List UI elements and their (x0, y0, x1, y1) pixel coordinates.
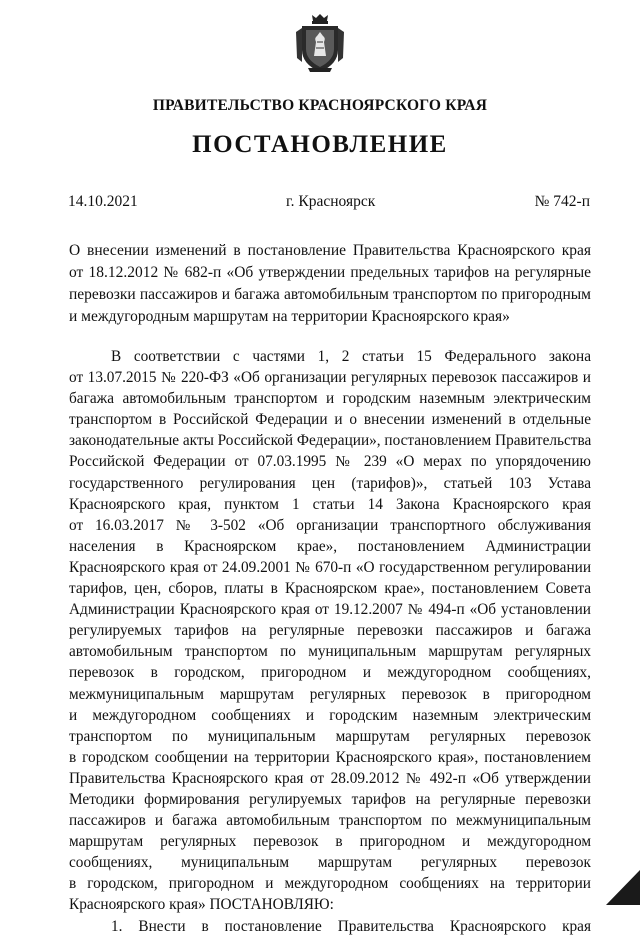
body-line: пассажиров и багажа автомобильным транспортом по межмуниципальным (69, 812, 591, 830)
body-line: в городском сообщении на территории Красноярского края», постановлением (69, 748, 591, 766)
subject-line: от 18.12.2012 № 682-п «Об утверждении предельных тарифов на регулярные (69, 264, 591, 281)
document-date: 14.10.2021 (68, 193, 138, 210)
document-type: ПОСТАНОВЛЕНИЕ (192, 131, 448, 158)
document-body (69, 346, 591, 937)
body-line: от 16.03.2017 № 3-502 «Об организации транспортного обслуживания (69, 516, 591, 534)
body-line: регулируемых тарифов на регулярные перевозки пассажиров и багажа (69, 622, 591, 640)
body-line: межмуниципальным маршрутам регулярных перевозок в пригородном (69, 685, 591, 703)
body-line: транспортом в Российской Федерации и о внесении изменений в отдельные (69, 411, 591, 429)
body-line: Красноярского края, пунктом 1 статьи 14 Закона Красноярского края (69, 495, 591, 513)
body-line: Правительства Красноярского края от 28.09.2012 № 492-п «Об утверждении (69, 769, 591, 787)
body-line: в городском, пригородном и междугородном сообщениях на территории (69, 875, 591, 893)
body-line: транспортом по муниципальным маршрутам регулярных перевозок (69, 727, 591, 745)
document-number: № 742-п (534, 193, 590, 210)
body-line: В соответствии с частями 1, 2 статьи 15 Федерального закона (111, 348, 591, 365)
document-city: г. Красноярск (286, 193, 376, 210)
body-line: багажа автомобильным транспортом и городским наземным электрическим (69, 390, 591, 408)
body-line: автомобильным транспортом по муниципальным маршрутам регулярных (69, 643, 591, 661)
subject-line: и междугородным маршрутам на территории Красноярского края» (69, 308, 510, 325)
body-line: сообщениях, муниципальным маршрутам регулярных перевозок (69, 854, 591, 872)
subject-line: перевозки пассажиров и багажа автомобильным транспортом по пригородным (69, 286, 591, 303)
body-line: перевозок в городском, пригородном и междугородном сообщениях, (69, 664, 591, 682)
body-line-item-1: 1. Внести в постановление Правительства Красноярского края (111, 917, 591, 935)
body-line: Методики формирования регулируемых тарифов на регулярные перевозки (69, 790, 591, 808)
subject-line: О внесении изменений в постановление Правительства Красноярского края (69, 242, 591, 259)
body-line: населения в Красноярском крае», постановлением Администрации (69, 537, 591, 555)
body-line: Российской Федерации от 07.03.1995 № 239 «О мерах по упорядочению (69, 453, 591, 471)
body-line: Красноярского края» ПОСТАНОВЛЯЮ: (69, 896, 334, 914)
government-title: ПРАВИТЕЛЬСТВО КРАСНОЯРСКОГО КРАЯ (152, 97, 488, 114)
document-subject (69, 240, 591, 328)
body-line: Красноярского края от 24.09.2001 № 670-п «О государственном регулировании (69, 558, 591, 576)
body-line: Администрации Красноярского края от 19.12.2007 № 494-п «Об установлении (69, 601, 591, 619)
body-line: законодательные акты Российской Федерации», постановлением Правительства (69, 432, 592, 450)
body-line: государственного регулирования цен (тарифов)», статьей 103 Устава (69, 474, 591, 492)
scan-artifact (600, 870, 640, 905)
body-line: и междугородном сообщениях и городским наземным электрическим (69, 706, 591, 724)
body-line: от 13.07.2015 № 220-ФЗ «Об организации регулярных перевозок пассажиров и (69, 369, 591, 387)
body-line: маршрутам регулярных перевозок в пригородном и междугородном (69, 833, 591, 851)
body-line: тарифов, цен, сборов, платы в Красноярском крае», постановлением Совета (69, 580, 591, 598)
krasnoyarsk-coat-of-arms-icon (294, 12, 346, 74)
document-meta (0, 193, 640, 213)
